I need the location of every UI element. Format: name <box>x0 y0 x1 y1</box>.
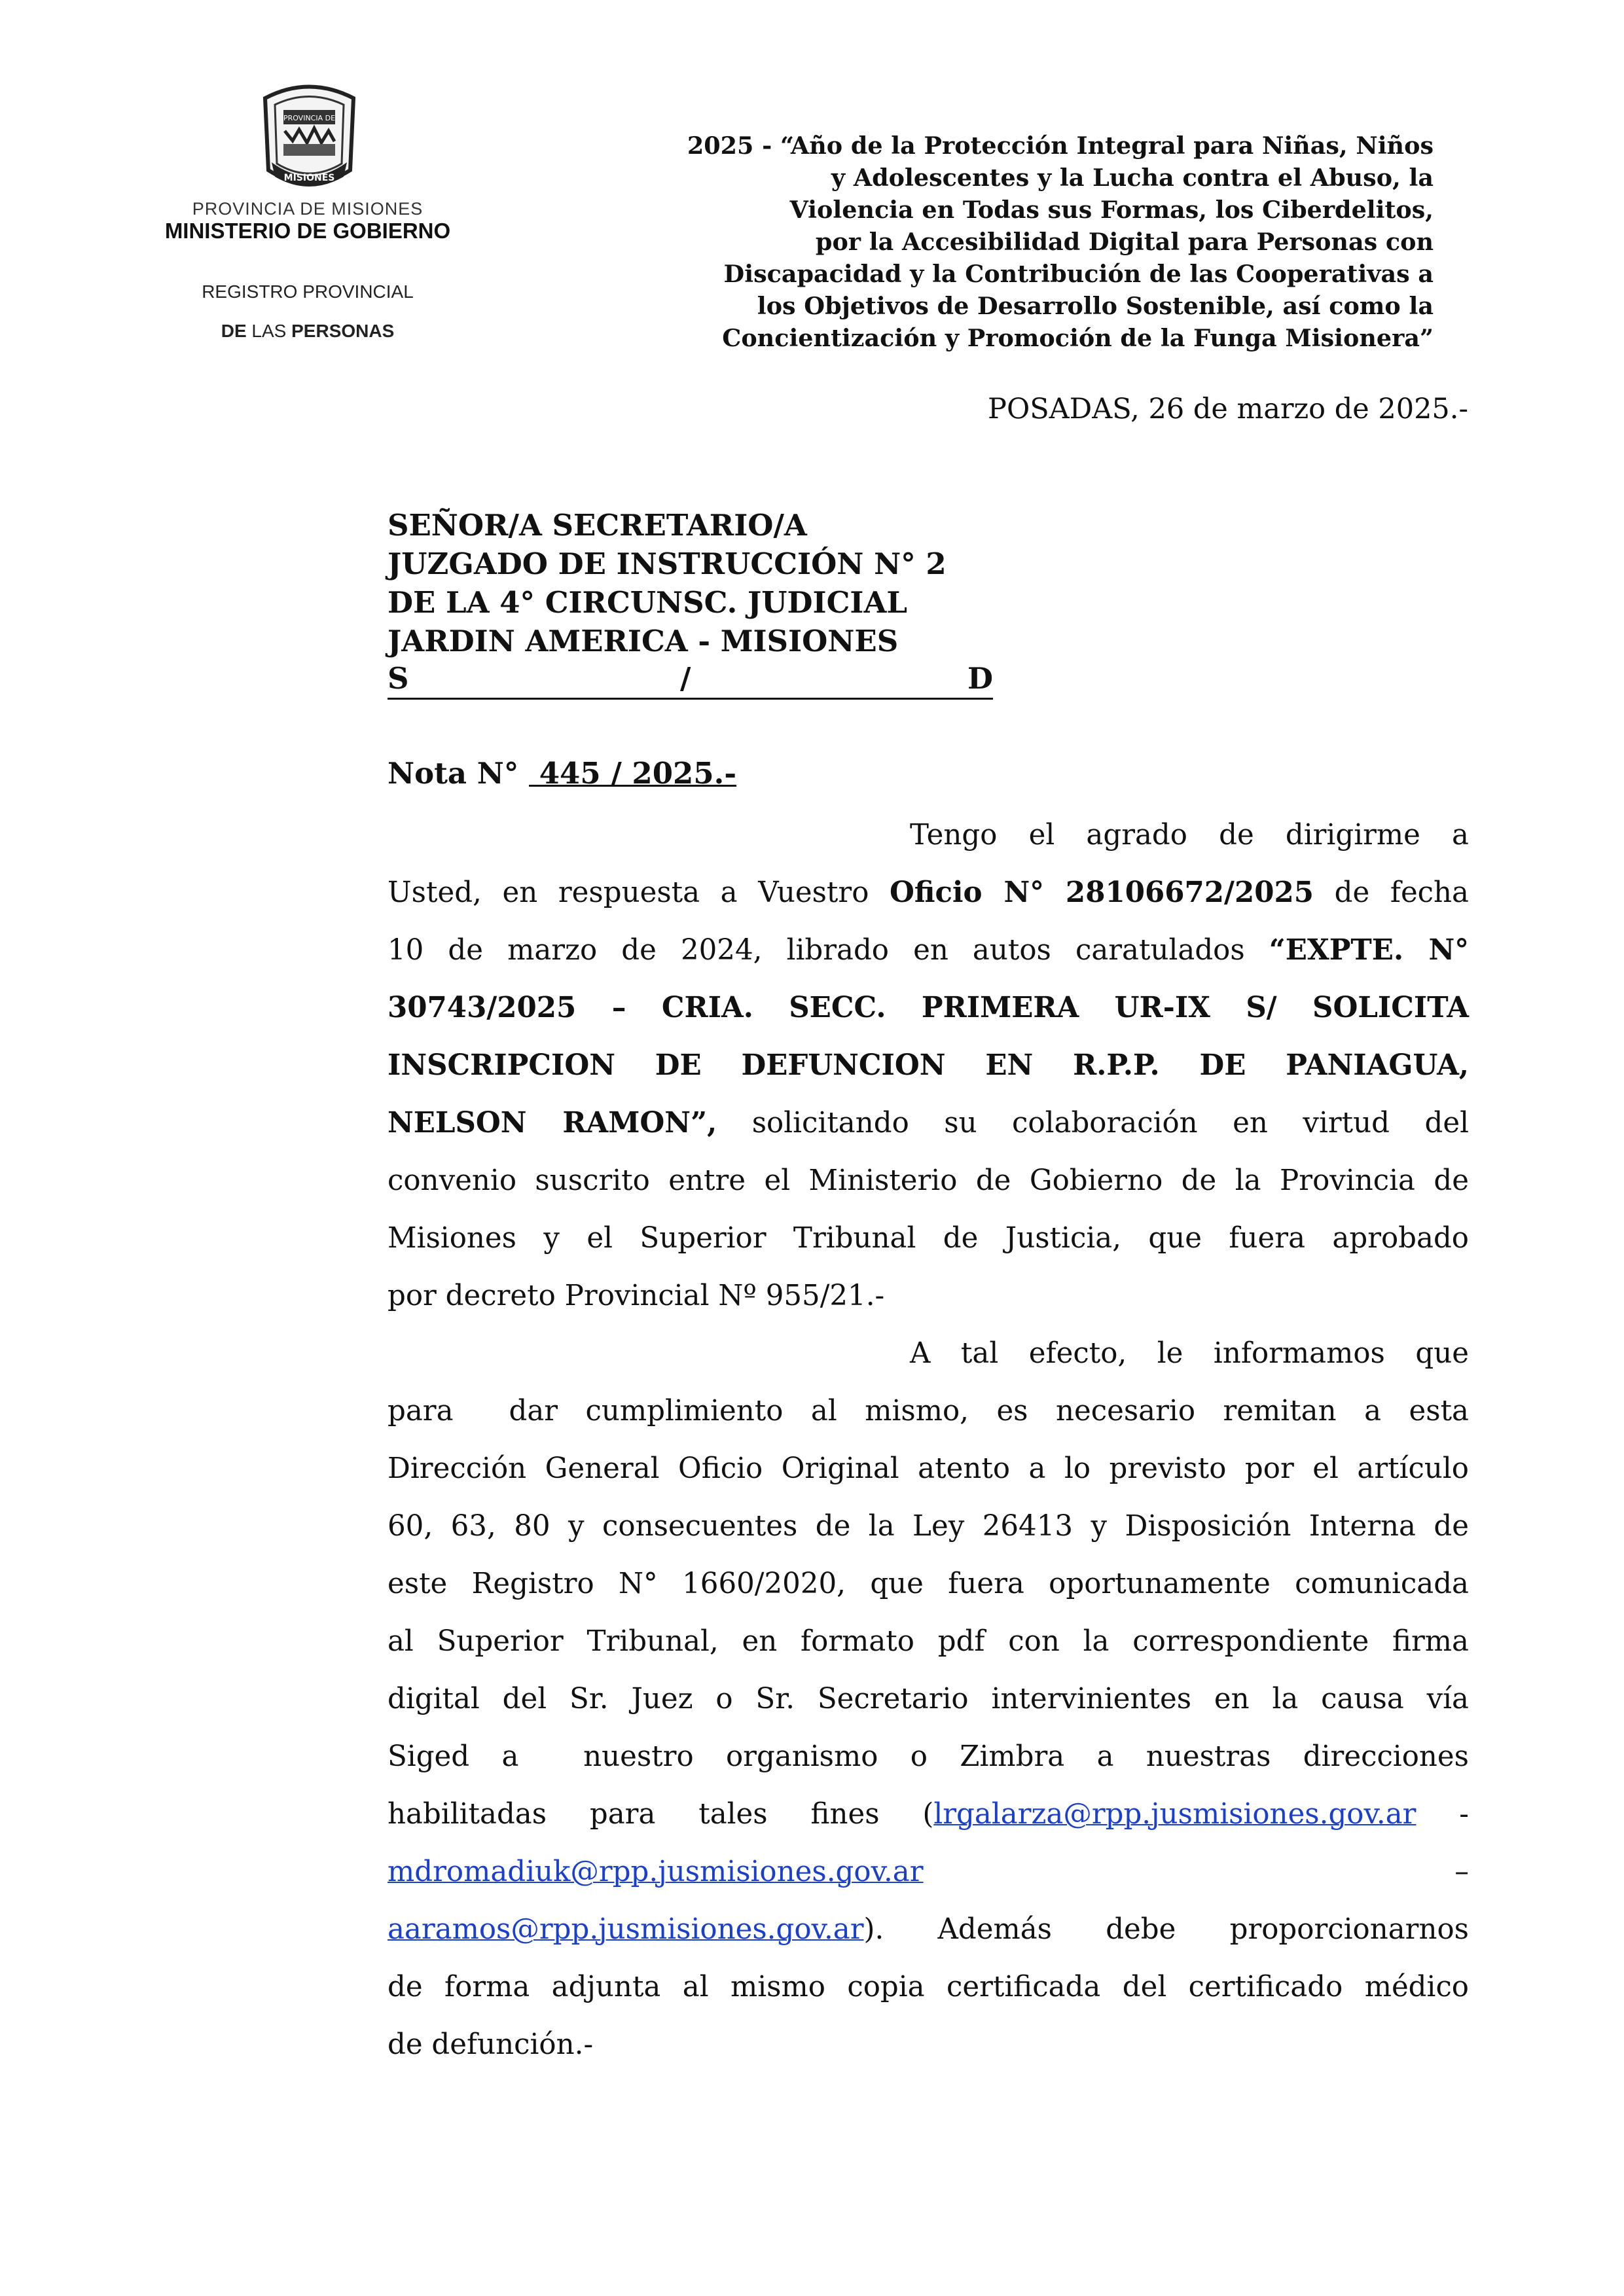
case-title: 30743/2025 – CRIA. SECC. PRIMERA UR-IX S/ SOLICITA <box>388 991 1469 1024</box>
motto-line: y Adolescentes y la Lucha contra el Abuso, la <box>831 164 1434 192</box>
sd-line <box>388 660 993 700</box>
addressee-line: DE LA 4° CIRCUNSC. JUDICIAL <box>388 585 908 620</box>
body-text: solicitando su colaboración en virtud del <box>751 1107 1469 1139</box>
provincial-crest-logo <box>252 79 367 193</box>
province-name: PROVINCIA DE MISIONES <box>192 199 424 219</box>
registry-word-personas: PERSONAS <box>291 321 395 341</box>
body-line <box>388 1046 1469 1085</box>
body-line: este Registro N° 1660/2020, que fuera oportunamente comunicada <box>388 1568 1469 1600</box>
body-text: - <box>1459 1798 1469 1831</box>
motto-line: por la Accesibilidad Digital para Personas con <box>815 228 1434 256</box>
body-line <box>388 873 1469 912</box>
sd-right: D <box>967 661 993 696</box>
email-link-aaramos[interactable]: aaramos@rpp.jusmisiones.gov.ar <box>388 1913 864 1946</box>
body-text: – <box>1454 1856 1469 1888</box>
registry-word-de: DE <box>221 321 247 341</box>
case-title: “EXPTE. N° <box>1269 933 1470 967</box>
case-title: NELSON RAMON”, <box>388 1106 717 1139</box>
body-line: 60, 63, 80 y consecuentes de la Ley 26413 y Disposición Interna de <box>388 1510 1469 1543</box>
body-line: de defunción.- <box>388 2028 594 2061</box>
addressee-block <box>388 506 1042 660</box>
body-line <box>388 931 1469 970</box>
motto-line: Discapacidad y la Contribución de las Cooperativas a <box>723 260 1434 288</box>
document-date: POSADAS, 26 de marzo de 2025.- <box>988 393 1468 425</box>
body-text: ). Además debe proporcionarnos <box>863 1913 1469 1946</box>
body-line: Dirección General Oficio Original atento a lo previsto por el artículo <box>388 1452 1469 1485</box>
note-label: Nota N° <box>388 756 519 791</box>
body-line: de forma adjunta al mismo copia certificada del certificado médico <box>388 1971 1469 2003</box>
body-line: Tengo el agrado de dirigirme a <box>910 819 1469 852</box>
body-text: de fecha <box>1334 876 1469 909</box>
registry-name-line2 <box>151 321 465 342</box>
body-text: 10 de marzo de 2024, librado en autos caratulados <box>388 934 1245 967</box>
body-line <box>388 1103 1469 1143</box>
motto-line: Concientización y Promoción de la Funga Misionera” <box>722 324 1434 352</box>
motto-line: los Objetivos de Desarrollo Sostenible, así como la <box>757 292 1434 320</box>
email-link-mdromadiuk[interactable]: mdromadiuk@rpp.jusmisiones.gov.ar <box>388 1856 924 1888</box>
motto-line: Violencia en Todas sus Formas, los Ciberdelitos, <box>789 196 1434 224</box>
body-line: por decreto Provincial Nº 955/21.- <box>388 1280 885 1312</box>
body-line: Misiones y el Superior Tribunal de Justicia, que fuera aprobado <box>388 1222 1469 1255</box>
body-line <box>388 988 1469 1028</box>
ministry-name: MINISTERIO DE GOBIERNO <box>164 219 451 243</box>
body-line <box>388 1910 1469 1949</box>
oficio-number: Oficio N° 28106672/2025 <box>890 876 1314 909</box>
addressee-line: SEÑOR/A SECRETARIO/A <box>388 508 807 543</box>
sd-left: S <box>388 661 409 696</box>
crest-text-top: PROVINCIA DE <box>283 114 336 122</box>
body-line: digital del Sr. Juez o Sr. Secretario intervinientes en la causa vía <box>388 1683 1469 1715</box>
registry-word-las: LAS <box>251 321 287 341</box>
registry-name-line1: REGISTRO PROVINCIAL <box>202 281 414 302</box>
sd-middle: / <box>680 661 691 696</box>
note-number <box>388 754 736 793</box>
body-text: habilitadas para tales fines ( <box>388 1798 934 1831</box>
year-motto <box>622 130 1434 354</box>
motto-line: 2025 - “Año de la Protección Integral para Niñas, Niños <box>687 132 1434 160</box>
body-line: al Superior Tribunal, en formato pdf con la correspondiente firma <box>388 1625 1469 1658</box>
body-line: para dar cumplimiento al mismo, es necesario remitan a esta <box>388 1395 1469 1427</box>
addressee-line: JARDIN AMERICA - MISIONES <box>388 624 899 658</box>
email-link-lrgalarza[interactable]: lrgalarza@rpp.jusmisiones.gov.ar <box>933 1798 1416 1831</box>
body-text: Usted, en respuesta a Vuestro <box>388 876 869 909</box>
body-line: A tal efecto, le informamos que <box>910 1337 1469 1370</box>
body-line: Siged a nuestro organismo o Zimbra a nuestras direcciones <box>388 1740 1469 1773</box>
body-line <box>388 1795 1469 1834</box>
body-line <box>388 1852 1469 1892</box>
body-line: convenio suscrito entre el Ministerio de Gobierno de la Provincia de <box>388 1164 1469 1197</box>
addressee-line: JUZGADO DE INSTRUCCIÓN N° 2 <box>388 547 947 581</box>
note-number-value: 445 / 2025.- <box>529 756 737 791</box>
crest-text-bottom: MISIONES <box>283 173 335 183</box>
case-title: INSCRIPCION DE DEFUNCION EN R.P.P. DE PANIAGUA, <box>388 1049 1469 1082</box>
